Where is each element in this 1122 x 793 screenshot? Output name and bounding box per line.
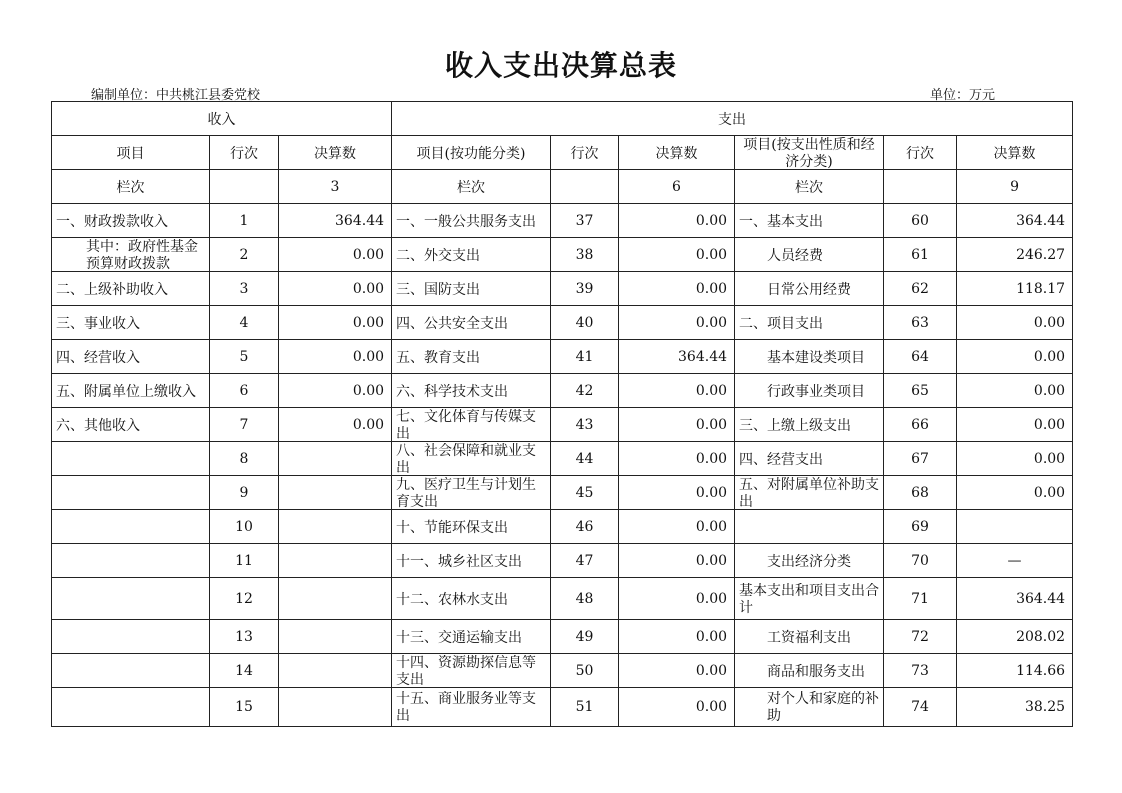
- income-amount: 0.00: [279, 408, 392, 442]
- func-amount: 0.00: [619, 408, 735, 442]
- income-amount: [279, 578, 392, 620]
- func-item-text: 八、社会保障和就业支出: [396, 442, 537, 475]
- nature-amount: 246.27: [957, 238, 1073, 272]
- income-line: 7: [210, 408, 279, 442]
- income-amount: [279, 620, 392, 654]
- func-item-text: 七、文化体育与传媒支出: [396, 408, 537, 441]
- nature-item-text: 五、对附属单位补助支出: [739, 476, 880, 509]
- func-line: 46: [551, 510, 619, 544]
- nature-amount: —: [957, 544, 1073, 578]
- col-line2: 行次: [551, 136, 619, 170]
- nature-item: 四、经营支出: [735, 442, 884, 476]
- col-nature: [735, 136, 884, 170]
- unit-label: 单位：万元: [930, 88, 996, 103]
- income-item: [52, 510, 210, 544]
- nature-line: 63: [884, 306, 957, 340]
- income-item: [52, 688, 210, 727]
- nature-item-text: 基本支出和项目支出合计: [739, 582, 880, 615]
- func-amount: 0.00: [619, 442, 735, 476]
- income-item: 二、上级补助收入: [52, 272, 210, 306]
- nature-amount: 364.44: [957, 204, 1073, 238]
- nature-amount: 118.17: [957, 272, 1073, 306]
- income-amount: 0.00: [279, 272, 392, 306]
- colno-cell: 3: [279, 170, 392, 204]
- nature-item: [735, 476, 884, 510]
- nature-item: 支出经济分类: [735, 544, 884, 578]
- page-title: 收入支出决算总表: [444, 49, 677, 82]
- income-line: 9: [210, 476, 279, 510]
- func-item: 一、一般公共服务支出: [392, 204, 551, 238]
- income-item-text: 其中：政府性基金预算财政拨款: [86, 238, 198, 271]
- func-item: 十二、农林水支出: [392, 578, 551, 620]
- func-line: 39: [551, 272, 619, 306]
- header-row-2: [52, 136, 1073, 170]
- func-line: 51: [551, 688, 619, 727]
- table-row: [52, 654, 1073, 688]
- income-amount: [279, 510, 392, 544]
- income-line: 4: [210, 306, 279, 340]
- func-line: 47: [551, 544, 619, 578]
- table-row: [52, 510, 1073, 544]
- nature-amount: 0.00: [957, 476, 1073, 510]
- func-item: 三、国防支出: [392, 272, 551, 306]
- colno-cell: [210, 170, 279, 204]
- nature-line: 60: [884, 204, 957, 238]
- nature-line: 73: [884, 654, 957, 688]
- income-line: 6: [210, 374, 279, 408]
- income-line: 5: [210, 340, 279, 374]
- nature-amount: 38.25: [957, 688, 1073, 727]
- colno-cell: 栏次: [52, 170, 210, 204]
- func-item: 五、教育支出: [392, 340, 551, 374]
- nature-item: 行政事业类项目: [735, 374, 884, 408]
- header-row-1: [52, 102, 1073, 136]
- col-amount3: 决算数: [957, 136, 1073, 170]
- income-amount: [279, 688, 392, 727]
- func-item: [392, 442, 551, 476]
- income-line: 1: [210, 204, 279, 238]
- func-line: 50: [551, 654, 619, 688]
- nature-item: 基本建设类项目: [735, 340, 884, 374]
- col-line3: 行次: [884, 136, 957, 170]
- func-amount: 0.00: [619, 654, 735, 688]
- func-item: 十一、城乡社区支出: [392, 544, 551, 578]
- table-row: [52, 442, 1073, 476]
- func-item-text: 九、医疗卫生与计划生育支出: [396, 476, 537, 509]
- income-item: [52, 238, 210, 272]
- income-item: 三、事业收入: [52, 306, 210, 340]
- func-line: 38: [551, 238, 619, 272]
- income-amount: 364.44: [279, 204, 392, 238]
- income-line: 11: [210, 544, 279, 578]
- nature-item: 三、上缴上级支出: [735, 408, 884, 442]
- table-row: [52, 340, 1073, 374]
- func-amount: 364.44: [619, 340, 735, 374]
- func-line: 40: [551, 306, 619, 340]
- income-item: [52, 442, 210, 476]
- nature-amount: 364.44: [957, 578, 1073, 620]
- func-amount: 0.00: [619, 510, 735, 544]
- func-line: 45: [551, 476, 619, 510]
- colno-cell: 栏次: [735, 170, 884, 204]
- func-amount: 0.00: [619, 272, 735, 306]
- func-item: 二、外交支出: [392, 238, 551, 272]
- func-line: 41: [551, 340, 619, 374]
- colno-cell: 栏次: [392, 170, 551, 204]
- func-line: 49: [551, 620, 619, 654]
- func-amount: 0.00: [619, 238, 735, 272]
- col-amount: 决算数: [279, 136, 392, 170]
- income-line: 13: [210, 620, 279, 654]
- nature-line: 74: [884, 688, 957, 727]
- table-row: [52, 620, 1073, 654]
- nature-amount: [957, 510, 1073, 544]
- org-label: 编制单位：中共桃江县委党校: [91, 88, 261, 103]
- colno-cell: 6: [619, 170, 735, 204]
- nature-item: [735, 688, 884, 727]
- income-item: 一、财政拨款收入: [52, 204, 210, 238]
- func-item-text: 十四、资源勘探信息等支出: [396, 654, 537, 687]
- income-line: 10: [210, 510, 279, 544]
- func-item: 十、节能环保支出: [392, 510, 551, 544]
- nature-item: 一、基本支出: [735, 204, 884, 238]
- report-table: [51, 101, 1073, 727]
- func-line: 42: [551, 374, 619, 408]
- income-line: 12: [210, 578, 279, 620]
- table-row: [52, 238, 1073, 272]
- func-item-text: 十五、商业服务业等支出: [396, 691, 537, 723]
- nature-item: 人员经费: [735, 238, 884, 272]
- table-row: [52, 476, 1073, 510]
- col-line: 行次: [210, 136, 279, 170]
- nature-amount: 0.00: [957, 408, 1073, 442]
- func-item: 十三、交通运输支出: [392, 620, 551, 654]
- func-item: [392, 654, 551, 688]
- nature-amount: 0.00: [957, 306, 1073, 340]
- func-item: 六、科学技术支出: [392, 374, 551, 408]
- income-item: [52, 654, 210, 688]
- func-item: [392, 476, 551, 510]
- nature-item-text: 对个人和家庭的补助: [767, 691, 880, 723]
- nature-line: 62: [884, 272, 957, 306]
- income-amount: 0.00: [279, 340, 392, 374]
- func-amount: 0.00: [619, 374, 735, 408]
- nature-line: 71: [884, 578, 957, 620]
- table-row: [52, 578, 1073, 620]
- income-amount: 0.00: [279, 238, 392, 272]
- nature-amount: 208.02: [957, 620, 1073, 654]
- table-row: [52, 408, 1073, 442]
- income-item: [52, 578, 210, 620]
- income-line: 2: [210, 238, 279, 272]
- table-row: [52, 688, 1073, 727]
- nature-line: 67: [884, 442, 957, 476]
- table-row: [52, 306, 1073, 340]
- nature-line: 61: [884, 238, 957, 272]
- func-amount: 0.00: [619, 476, 735, 510]
- nature-line: 72: [884, 620, 957, 654]
- nature-item: [735, 510, 884, 544]
- nature-line: 65: [884, 374, 957, 408]
- colno-cell: [551, 170, 619, 204]
- income-item: 四、经营收入: [52, 340, 210, 374]
- func-item: [392, 688, 551, 727]
- expense-header: 支出: [392, 102, 1073, 136]
- nature-amount: 0.00: [957, 442, 1073, 476]
- income-line: 8: [210, 442, 279, 476]
- table-row: [52, 204, 1073, 238]
- income-item: 六、其他收入: [52, 408, 210, 442]
- nature-item: 工资福利支出: [735, 620, 884, 654]
- func-line: 37: [551, 204, 619, 238]
- col-amount2: 决算数: [619, 136, 735, 170]
- colno-row: [52, 170, 1073, 204]
- nature-line: 69: [884, 510, 957, 544]
- nature-item: 商品和服务支出: [735, 654, 884, 688]
- income-item: [52, 620, 210, 654]
- income-line: 15: [210, 688, 279, 727]
- income-amount: [279, 476, 392, 510]
- nature-item: [735, 578, 884, 620]
- income-amount: [279, 442, 392, 476]
- nature-line: 70: [884, 544, 957, 578]
- func-line: 43: [551, 408, 619, 442]
- func-line: 48: [551, 578, 619, 620]
- func-amount: 0.00: [619, 544, 735, 578]
- col-nature-text: 项目(按支出性质和经济分类): [743, 136, 875, 169]
- income-amount: 0.00: [279, 306, 392, 340]
- table-row: [52, 374, 1073, 408]
- income-item: 五、附属单位上缴收入: [52, 374, 210, 408]
- nature-item: 日常公用经费: [735, 272, 884, 306]
- func-amount: 0.00: [619, 620, 735, 654]
- nature-line: 68: [884, 476, 957, 510]
- nature-line: 64: [884, 340, 957, 374]
- income-line: 3: [210, 272, 279, 306]
- colno-cell: 9: [957, 170, 1073, 204]
- func-amount: 0.00: [619, 306, 735, 340]
- nature-amount: 114.66: [957, 654, 1073, 688]
- income-amount: [279, 544, 392, 578]
- nature-line: 66: [884, 408, 957, 442]
- income-item: [52, 476, 210, 510]
- income-line: 14: [210, 654, 279, 688]
- func-item: 四、公共安全支出: [392, 306, 551, 340]
- income-item: [52, 544, 210, 578]
- nature-item: 二、项目支出: [735, 306, 884, 340]
- income-amount: 0.00: [279, 374, 392, 408]
- table-row: [52, 544, 1073, 578]
- func-amount: 0.00: [619, 578, 735, 620]
- income-amount: [279, 654, 392, 688]
- table-row: [52, 272, 1073, 306]
- func-amount: 0.00: [619, 688, 735, 727]
- income-header: 收入: [52, 102, 392, 136]
- func-item: [392, 408, 551, 442]
- col-func: 项目(按功能分类): [392, 136, 551, 170]
- func-amount: 0.00: [619, 204, 735, 238]
- func-line: 44: [551, 442, 619, 476]
- nature-amount: 0.00: [957, 374, 1073, 408]
- col-item: 项目: [52, 136, 210, 170]
- nature-amount: 0.00: [957, 340, 1073, 374]
- colno-cell: [884, 170, 957, 204]
